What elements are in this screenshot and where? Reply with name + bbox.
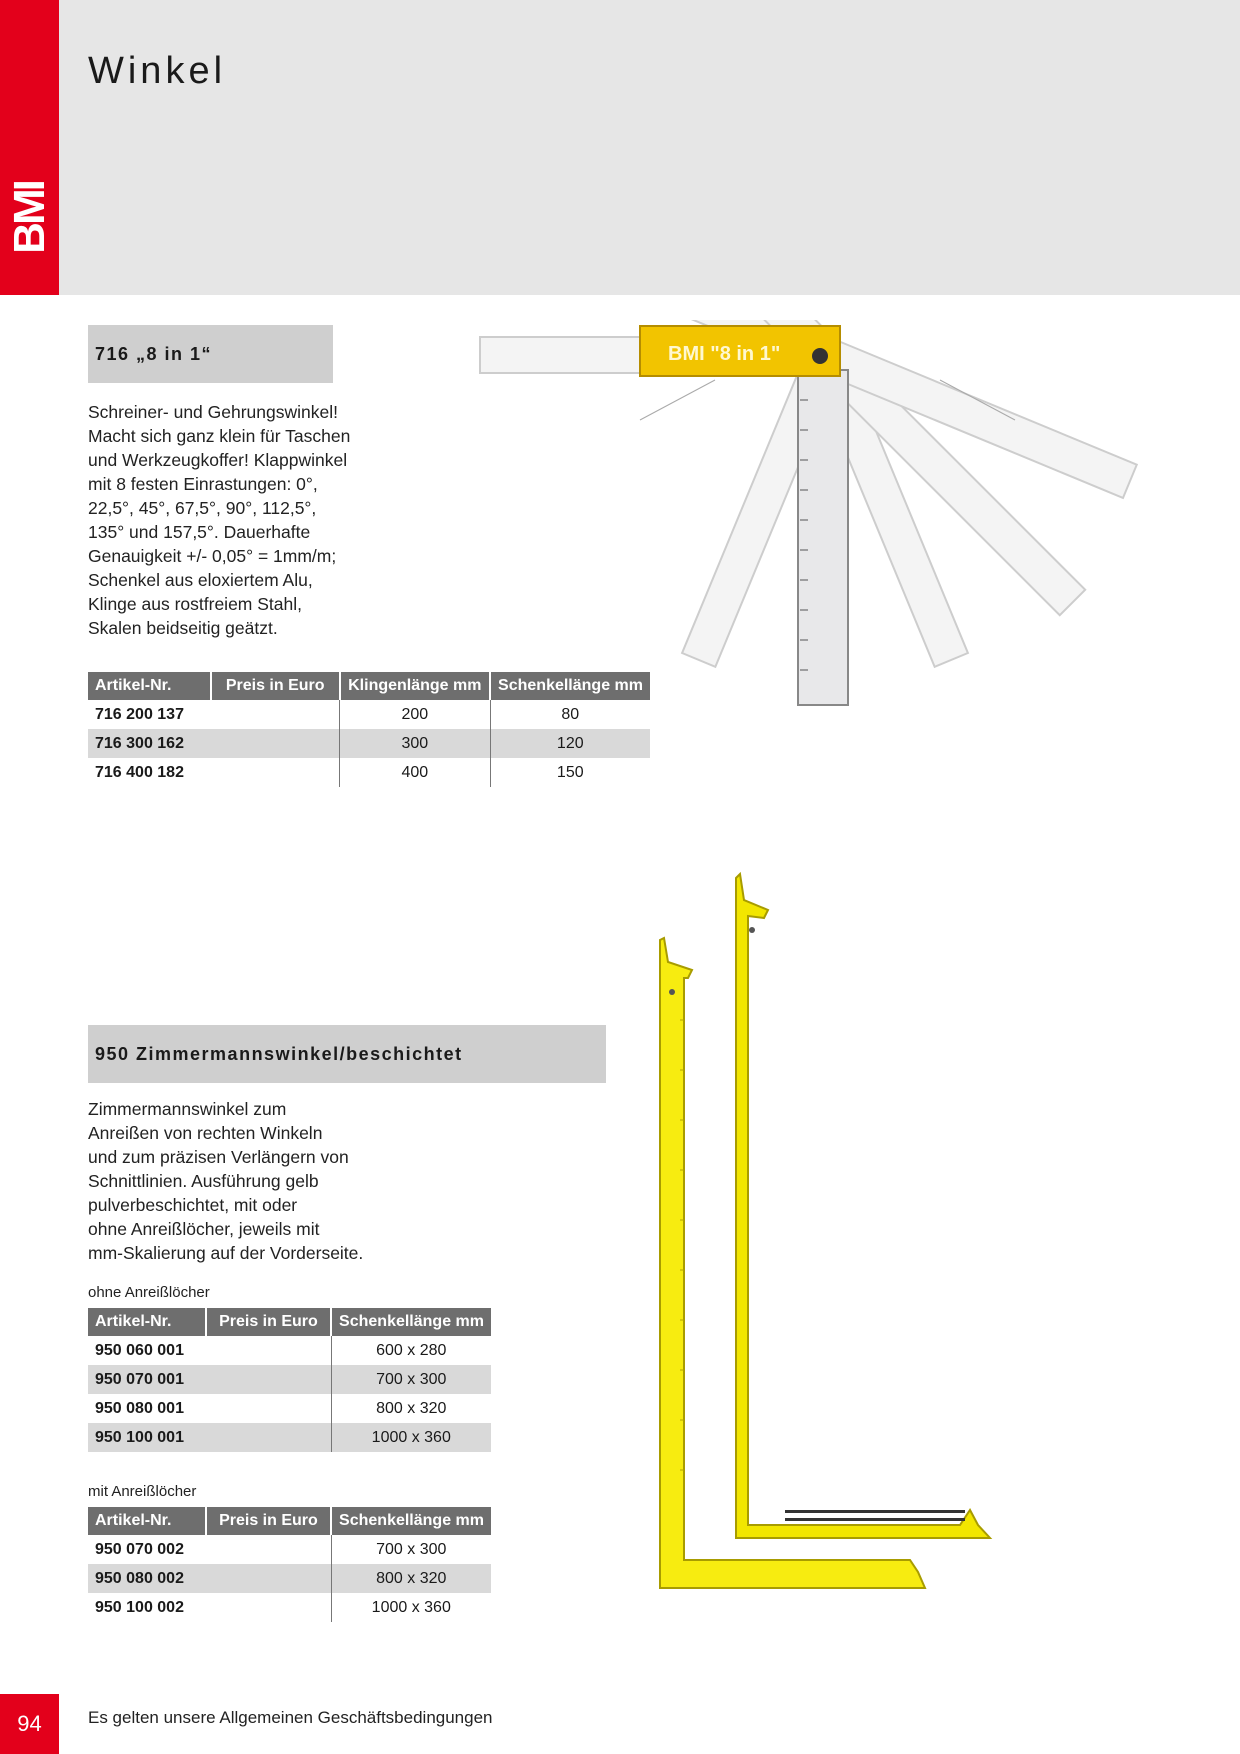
product-950-heading: 950 Zimmermannswinkel/beschichtet [88,1025,606,1083]
leg-length: 800 x 320 [331,1564,491,1593]
article-number: 950 070 001 [88,1365,206,1394]
table-row [88,758,650,787]
article-number: 716 300 162 [88,729,211,758]
table-b-label: mit Anreißlöcher [88,1483,197,1500]
blade-length: 300 [340,729,490,758]
price-cell [206,1423,331,1452]
price-cell [206,1564,331,1593]
leg-length: 80 [490,700,650,729]
article-number: 716 200 137 [95,705,184,723]
leg-length: 120 [490,729,650,758]
leg-length: 1000 x 360 [331,1593,491,1622]
article-number: 950 100 002 [95,1598,184,1616]
col-schenkellaenge: Schenkellänge mm [490,672,650,700]
article-number: 716 400 182 [95,763,184,781]
table-row [88,1394,491,1423]
col-artikel: Artikel-Nr. [88,1308,206,1336]
leg-length: 700 x 300 [331,1535,491,1564]
col-preis: Preis in Euro [206,1308,331,1336]
col-schenkellaenge: Schenkellänge mm [331,1308,491,1336]
leg-length: 150 [490,758,650,787]
folding-square-image [470,320,1160,720]
product-950-description: Zimmermannswinkel zum Anreißen von rechten Winkeln und zum präzisen Verlängern von Schnittlinien. Ausführung gelb pulverbeschichtet, mit oder ohne Anreißlöcher, jeweils mit mm-Skalierung auf der Vorderseite. [88,1099,364,1263]
table-row [88,1535,491,1564]
price-cell [211,729,340,758]
blade-length: 200 [340,700,490,729]
leg-length: 600 x 280 [331,1336,491,1365]
square-label: BMI "8 in 1" [668,343,781,365]
product-950-table-with-holes [88,1507,491,1622]
price-cell [206,1394,331,1423]
table-a-label: ohne Anreißlöcher [88,1284,210,1301]
table-row [88,1365,491,1394]
table-row [88,1564,491,1593]
col-klingenlaenge: Klingenlänge mm [340,672,490,700]
col-artikel: Artikel-Nr. [88,1507,206,1535]
price-cell [206,1365,331,1394]
price-cell [206,1593,331,1622]
product-716-heading: 716 „8 in 1“ [88,325,333,383]
col-artikel: Artikel-Nr. [88,672,211,700]
article-number: 950 080 001 [95,1399,184,1417]
article-number: 950 060 001 [95,1341,184,1359]
product-716-description: Schreiner- und Gehrungswinkel! Macht sich ganz klein für Taschen und Werkzeugkoffer! Klappwinkel mit 8 festen Einrastungen: 0°, 22,5°, 45°, 67,5°, 90°, 112,5°, 135° und 157,5°. Dauerhafte Genauigkeit +/- 0,05° = 1mm/m; Schenkel aus eloxiertem Alu, Klinge aus rostfreiem Stahl, Skalen beidseitig geätzt. [88,402,351,638]
table-row [88,1593,491,1622]
header-band [0,0,1240,295]
brand-strip [0,0,59,295]
leg-length: 1000 x 360 [331,1423,491,1452]
page-title: Winkel [88,50,227,92]
price-cell [206,1535,331,1564]
footer-note: Es gelten unsere Allgemeinen Geschäftsbedingungen [88,1708,493,1727]
col-preis: Preis in Euro [211,672,340,700]
col-schenkellaenge: Schenkellänge mm [331,1507,491,1535]
carpenter-square-image [640,870,1020,1610]
table-row [88,1336,491,1365]
article-number: 950 070 002 [95,1540,184,1558]
col-preis: Preis in Euro [206,1507,331,1535]
table-row [88,1423,491,1452]
leg-length: 700 x 300 [331,1365,491,1394]
product-950-table-without-holes [88,1308,491,1452]
article-number: 950 100 001 [88,1423,206,1452]
price-cell [206,1336,331,1365]
price-cell [211,758,340,787]
article-number: 950 080 002 [88,1564,206,1593]
price-cell [211,700,340,729]
table-row [88,729,650,758]
page-number: 94 [0,1694,59,1754]
blade-length: 400 [340,758,490,787]
leg-length: 800 x 320 [331,1394,491,1423]
bmi-logo: BMI [5,182,54,254]
